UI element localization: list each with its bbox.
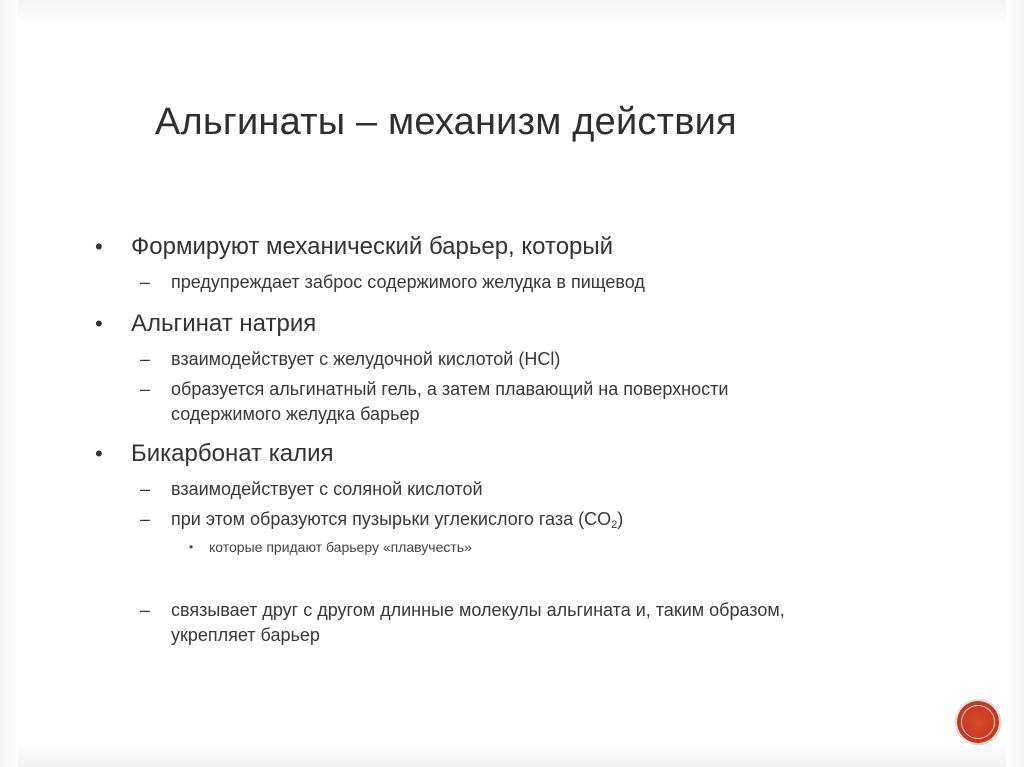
slide-body — [95, 232, 915, 648]
dash-mark: – — [140, 379, 151, 399]
sub-bullet-item — [95, 347, 915, 372]
bullet-item — [95, 309, 915, 339]
bullet-mark: • — [95, 234, 103, 259]
slide-edge-left — [0, 0, 18, 767]
dash-mark: – — [140, 349, 151, 369]
dash-mark: – — [140, 272, 151, 292]
sub-bullet-text-line: содержимого желудка барьер — [171, 404, 420, 424]
sub-sub-bullet-item — [95, 537, 915, 557]
dash-mark: – — [140, 509, 151, 529]
bullet-item — [95, 232, 915, 262]
logo-ring — [961, 705, 995, 739]
bullet-text: Формируют механический барьер, который — [131, 233, 614, 260]
dash-mark: – — [140, 600, 151, 620]
bullet-item — [95, 439, 915, 469]
sub-bullet-item — [95, 377, 915, 427]
co2-close: ) — [617, 509, 624, 529]
sub-sub-bullet-text: которые придают барьеру «плавучесть» — [209, 539, 472, 555]
sub-bullet-text: взаимодействует с желудочной кислотой (HCl) — [171, 349, 561, 369]
slide-title: Альгинаты – механизм действия — [155, 101, 737, 143]
bullet-mark: • — [95, 311, 103, 336]
sub-bullet-text-line: связывает друг с другом длинные молекулы альгината и, таким образом, — [171, 600, 785, 620]
small-bullet-mark: • — [189, 540, 194, 554]
slide-edge-right — [1006, 0, 1024, 767]
slide-edge-bottom — [0, 743, 1024, 767]
sub-bullet-item — [95, 270, 915, 295]
co2-text: при этом образуются пузырьки углекислого газа (CO — [171, 509, 612, 529]
bullet-text: Бикарбонат калия — [131, 440, 334, 467]
sub-bullet-text — [171, 509, 623, 529]
sub-bullet-item — [95, 598, 915, 648]
presentation-logo-icon — [955, 699, 1001, 745]
sub-bullet-text: взаимодействует с соляной кислотой — [171, 479, 483, 499]
sub-bullet-text-line: образуется альгинатный гель, а затем плавающий на поверхности — [171, 379, 729, 399]
dash-mark: – — [140, 479, 151, 499]
slide-edge-top — [0, 0, 1024, 26]
co2-subscript: 2 — [611, 519, 618, 531]
sub-bullet-text-line: укрепляет барьер — [171, 625, 320, 645]
sub-bullet-item — [95, 507, 915, 532]
sub-bullet-item — [95, 477, 915, 502]
bullet-text: Альгинат натрия — [131, 310, 317, 337]
sub-bullet-text: предупреждает заброс содержимого желудка в пищевод — [171, 272, 645, 292]
bullet-mark: • — [95, 441, 103, 466]
